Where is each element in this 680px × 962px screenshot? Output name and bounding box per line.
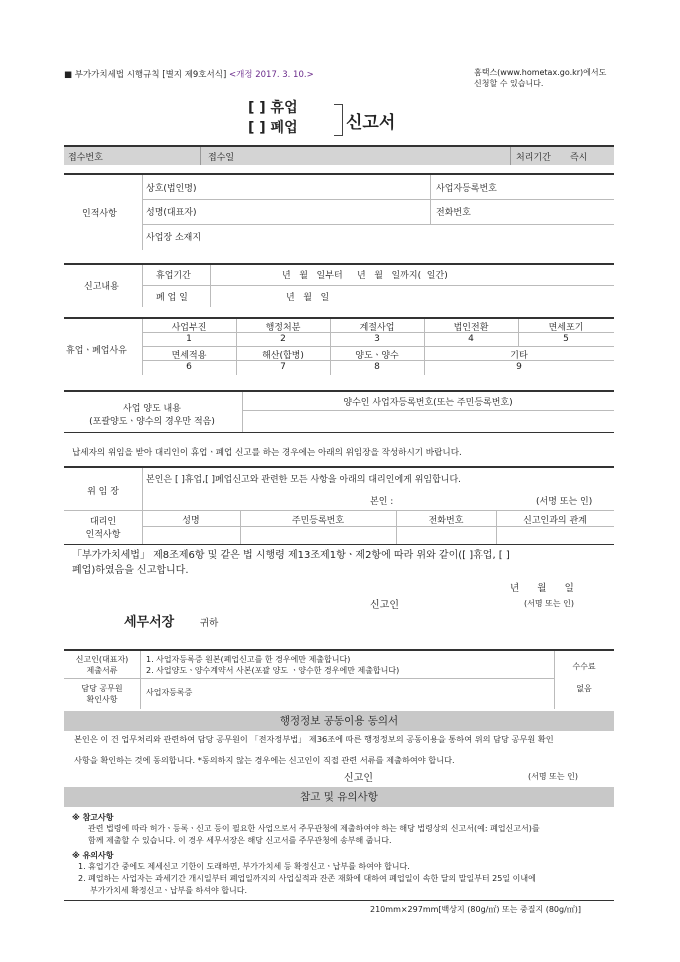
title-brace [334, 104, 343, 136]
delegation-intro: 납세자의 위임을 받아 대리인이 휴업ㆍ폐업 신고를 하는 경우에는 아래의 위임장을 작성하시기 바랍니다. [72, 448, 462, 458]
agent-info-label: 인적사항 [85, 530, 121, 540]
biz-reg-no-label: 사업자등록번호 [436, 184, 497, 194]
form-ref-text: ■ 부가가치세법 시행규칙 [별지 제9호서식] [64, 70, 227, 80]
reason-exemption-waiver: 면세포기 [548, 323, 584, 333]
consent-title: 행정정보 공동이용 동의서 [64, 711, 614, 731]
document-item-2: 2. 사업양도ㆍ양수계약서 사본(포괄 양도 ㆍ양수한 경우에만 제출합니다) [146, 666, 400, 675]
reason-code: 4 [468, 334, 474, 344]
closure-date-value: 년 월 일 [286, 293, 330, 303]
receipt-date-label: 접수일 [208, 153, 235, 163]
agent-label: 대리인 [89, 517, 117, 527]
tax-office-head: 세무서장 [124, 615, 175, 630]
declaration-line1: 「부가가치세법」 제8조제6항 및 같은 법 시행령 제13조제1항ㆍ제2항에 따라 위와 같이([ ]휴업, [ ] [72, 550, 510, 561]
principal-sign-label: (서명 또는 인) [536, 497, 593, 507]
personal-info-label: 인적사항 [82, 209, 117, 219]
reason-code: 3 [374, 334, 380, 344]
transfer-label: 사업 양도 내용 [123, 404, 181, 414]
reason-code: 7 [280, 362, 286, 372]
caution-item-1: 1. 휴업기간 중에도 제세신고 기한이 도래하면, 부가가치세 등 확정신고ㆍ납부를 하여야 합니다. [78, 862, 410, 871]
reference-heading: ※ 참고사항 [72, 813, 114, 822]
documents-label: 신고인(대표자) [75, 655, 129, 664]
report-section [64, 265, 614, 307]
reason-corp-conversion: 법인전환 [453, 323, 489, 333]
address-label: 사업장 소재지 [146, 233, 202, 243]
receipt-number-label: 접수번호 [68, 153, 103, 163]
official-check-item: 사업자등록증 [146, 688, 193, 697]
power-of-attorney-label: 위 임 장 [87, 487, 119, 497]
fee-label: 수수료 [572, 662, 596, 671]
reason-seasonal: 계절사업 [359, 323, 395, 333]
power-of-attorney-section [64, 468, 614, 544]
official-check-sublabel: 확인사항 [86, 695, 118, 704]
title-suspension: [ ] 휴업 [248, 100, 298, 116]
online-note-line1: 홈택스(www.hometax.go.kr)에서도 [474, 68, 607, 77]
official-check-label: 담당 공무원 [81, 684, 123, 693]
reason-admin-action: 행정처분 [265, 323, 301, 333]
reporter-label: 신고인 [370, 600, 399, 611]
closure-date-label: 폐 업 일 [156, 293, 188, 303]
reference-line1: 관련 법령에 따라 허가ㆍ등록ㆍ신고 등이 필요한 사업으로서 주무관청에 제출하여야 하는 해당 법령상의 신고서(예: 폐업신고서)를 [88, 824, 540, 833]
agent-id-header: 주민등록번호 [291, 516, 345, 526]
suspension-period-value: 년 월 일부터 년 월 일까지( 일간) [282, 271, 448, 281]
consent-line1: 본인은 이 건 업무처리와 관련하여 담당 공무원이 「전자정부법」 제36조에 따른 행정정보의 공동이용을 통하여 위의 담당 공무원 확인 [74, 734, 554, 744]
phone-label: 전화번호 [436, 208, 471, 218]
report-label: 신고내용 [84, 282, 119, 292]
online-note-line2: 신청할 수 있습니다. [474, 79, 544, 88]
reason-code: 5 [563, 334, 569, 344]
reason-code: 6 [186, 362, 192, 372]
reasons-section [64, 319, 614, 375]
agent-relation-header: 신고인과의 관계 [523, 516, 587, 526]
declaration-text [72, 548, 622, 578]
consent-line2: 사항을 확인하는 것에 동의합니다. *동의하지 않는 경우에는 신고인이 직접 관련 서류를 제출하여야 합니다. [74, 755, 455, 765]
title-closure: [ ] 폐업 [248, 120, 298, 136]
online-note [474, 67, 634, 89]
consent-sign-label: (서명 또는 인) [528, 772, 578, 781]
transfer-section [64, 392, 614, 432]
reason-code: 2 [280, 334, 286, 344]
reason-dissolution: 해산(합병) [262, 351, 304, 361]
reporter-sign-label: (서명 또는 인) [524, 599, 574, 608]
agent-name-header: 성명 [182, 516, 200, 526]
reason-tax-exempt: 면세적용 [171, 351, 207, 361]
principal-label: 본인 : [370, 497, 394, 507]
agent-phone-header: 전화번호 [428, 516, 464, 526]
consent-reporter-label: 신고인 [344, 773, 373, 784]
paper-spec: 210mm×297mm[백상지 (80g/㎡) 또는 중질지 (80g/㎡)] [370, 905, 582, 914]
declaration-date: 년 월 일 [510, 583, 574, 594]
reason-transfer: 양도ㆍ양수 [355, 351, 399, 361]
reason-code: 1 [186, 334, 192, 344]
caution-item-2: 2. 폐업하는 사업자는 과세기간 개시일부터 폐업일까지의 사업실적과 잔존 재화에 대하여 폐업일이 속한 달의 말일부터 25일 이내에 [78, 874, 536, 883]
form-title [248, 98, 396, 138]
attachments-section [64, 651, 614, 709]
document-item-1: 1. 사업자등록증 원본(폐업신고를 한 경우에만 제출합니다) [146, 655, 351, 664]
reference-line2: 함께 제출할 수 있습니다. 이 경우 세무서장은 해당 신고서를 주무관청에 송부해 줍니다. [88, 836, 392, 845]
reasons-label: 휴업ㆍ폐업사유 [66, 346, 127, 356]
power-of-attorney-text: 본인은 [ ]휴업,[ ]폐업신고와 관련한 모든 사항을 아래의 대리인에게 위임합니다. [146, 475, 462, 485]
notes-title: 참고 및 유의사항 [64, 787, 614, 807]
receipt-bar [64, 145, 614, 165]
transfer-sublabel: (포괄양도ㆍ양수의 경우만 적음) [89, 417, 215, 427]
reason-code: 8 [374, 362, 380, 372]
suspension-period-label: 휴업기간 [156, 271, 191, 281]
reason-business-slump: 사업부진 [171, 323, 207, 333]
caution-item-2-cont: 부가가치세 확정신고ㆍ납부를 하셔야 합니다. [90, 886, 248, 895]
documents-sublabel: 제출서류 [86, 666, 118, 675]
fee-value: 없음 [576, 684, 592, 693]
revision-text: <개정 2017. 3. 10.> [228, 70, 314, 80]
declaration-line2: 폐업)하였음을 신고합니다. [72, 565, 189, 576]
reason-other: 기타 [510, 351, 528, 361]
caution-heading: ※ 유의사항 [72, 851, 114, 860]
representative-name-label: 성명(대표자) [146, 208, 197, 218]
form-reference [64, 68, 314, 80]
trade-name-label: 상호(법인명) [146, 184, 197, 194]
reason-code: 9 [516, 362, 522, 372]
title-main: 신고서 [346, 113, 396, 133]
processing-period-value: 즉시 [570, 153, 588, 163]
personal-info-section [64, 175, 614, 250]
addressee-suffix: 귀하 [200, 618, 219, 629]
processing-period-label: 처리기간 [516, 153, 551, 163]
transferee-reg-no-label: 양수인 사업자등록번호(또는 주민등록번호) [343, 398, 513, 408]
